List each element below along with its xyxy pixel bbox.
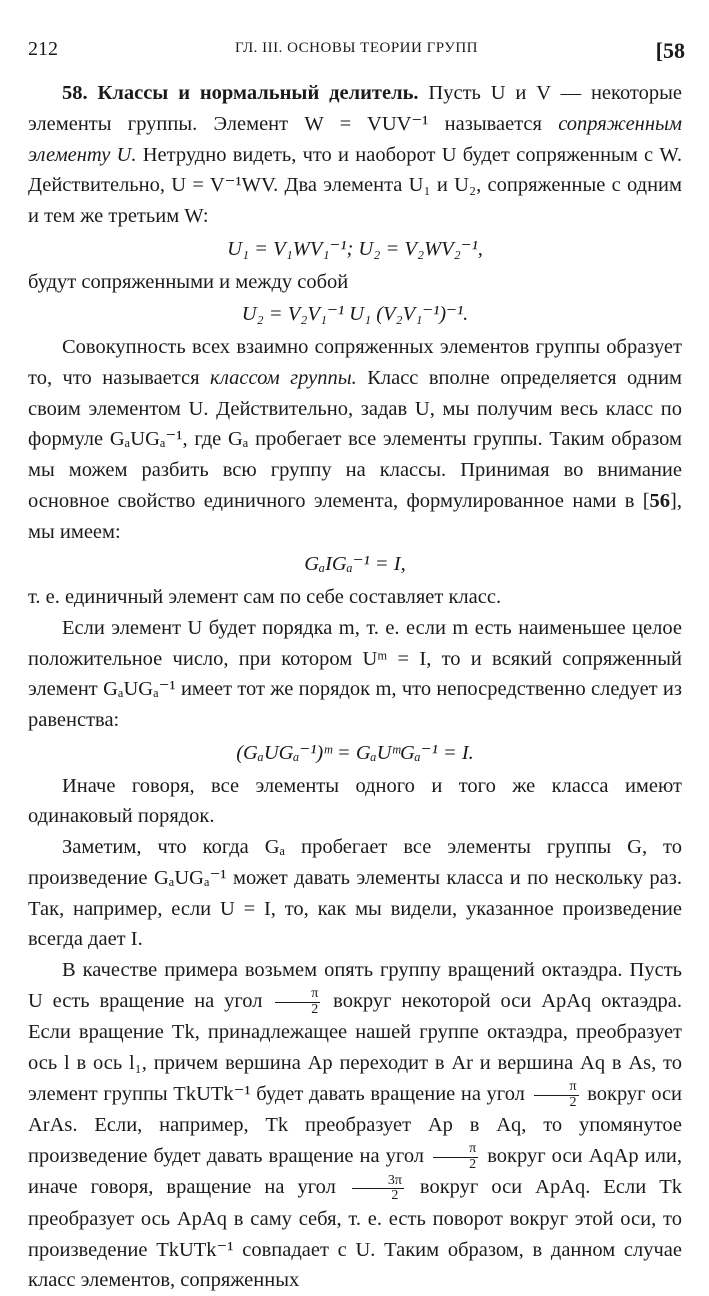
term-conjugate: сопряженным элементу U. xyxy=(28,112,682,166)
page-number: 212 xyxy=(28,38,58,60)
paragraph-example: В качестве примера возьмем опять группу вращений октаэдра. Пусть U есть вращение на угол $\frac{\pi}{2}$ вокруг некоторой оси ApAq октаэдра. Если вращение Tk, принадлежащее нашей группе октаэдра, преобразует ось l в ось l₁, причем вершина Ap переходит в Ar и вершина Aq в As, то элемент группы TkUTk⁻¹ будет давать вращение на угол $\frac{\pi}{2}$ вокруг оси ArAs. Если, например, Tk преобразует Ap в Aq, то упомянутое произведение будет давать вращение на угол $\frac{\pi}{2}$ вокруг оси AqAp или, иначе говоря, вращение на угол $\frac{3\pi}{2}$ вокруг оси ApAq. Если Tk преобразует ось ApAq в саму себя, т. е. есть поворот вокруг этой оси, то произведение TkUTk⁻¹ совпадает с U. Таким образом, в данном случае класс элементов, сопряженных xyxy=(28,959,683,1292)
fraction-3pi-over-2: $\frac{3\pi}{2}$ xyxy=(352,1174,404,1204)
paragraph-definition: 58. Классы и нормальный делитель. Пусть U и V — некоторые элементы группы. Элемент W = VUV⁻¹ называется сопряженным элементу U. Нетрудно видеть, что и наоборот U будет сопряженным с W. Действительно, U = V⁻¹WV. Два элемента U₁ и U₂, сопряженные с одним и тем же третьим W: xyxy=(28,82,682,227)
formula-2: U₂ = V₂V₁⁻¹ U₁ (V₂V₁⁻¹)⁻¹. xyxy=(241,303,469,326)
running-head: ГЛ. III. ОСНОВЫ ТЕОРИИ ГРУПП xyxy=(234,40,479,56)
term-class: классом группы. xyxy=(209,366,357,389)
formula-3: GₐIGₐ⁻¹ = I, xyxy=(304,553,406,576)
paragraph-text: Заметим, что когда Gₐ пробегает все элементы группы G, то произведение GₐUGₐ⁻¹ может давать элементы класса и по нескольку раз. Так, например, если U = I, то, как мы видели, указанное произведение всегда дает I. xyxy=(28,836,682,951)
formula-4: (GₐUGₐ⁻¹)ᵐ = GₐUᵐGₐ⁻¹ = I. xyxy=(236,741,474,764)
section-mark: [58 xyxy=(655,38,685,63)
reference-link: 56 xyxy=(649,489,671,512)
paragraph-text: Иначе говоря, все элементы одного и того же класса имеют одинаковый порядок. xyxy=(28,774,682,828)
fraction-pi-over-2: $\frac{\pi}{2}$ xyxy=(275,987,320,1017)
page-body xyxy=(28,78,682,1296)
page-header xyxy=(28,34,685,64)
section-title: 58. Классы и нормальный делитель. xyxy=(62,82,419,104)
paragraph-order: Если элемент U будет порядка m, т. е. если m есть наименьшее целое положительное число, при котором Uᵐ = I, то и всякий сопряженный элемент GₐUGₐ⁻¹ имеет тот же порядок m, что непосредственно следует из равенства: xyxy=(28,616,682,731)
fraction-pi-over-2: $\frac{\pi}{2}$ xyxy=(534,1080,579,1110)
paragraph-classes: Совокупность всех взаимно сопряженных элементов группы образует то, что называется классом группы. Класс вполне определяется одним своим элементом U. Действительно, задав U, мы получим весь класс по формуле GₐUGₐ⁻¹, где Gₐ пробегает все элементы группы. Таким образом мы можем разбить всю группу на классы. Принимая во внимание основное свойство единичного элемента, формулированное нами в [56], мы имеем: xyxy=(28,336,683,543)
paragraph-text: т. е. единичный элемент сам по себе составляет класс. xyxy=(28,586,502,608)
fraction-pi-over-2: $\frac{\pi}{2}$ xyxy=(433,1142,478,1172)
formula-1: U₁ = V₁WV₁⁻¹; U₂ = V₂WV₂⁻¹, xyxy=(227,237,483,260)
paragraph-text: будут сопряженными и между собой xyxy=(28,270,349,293)
